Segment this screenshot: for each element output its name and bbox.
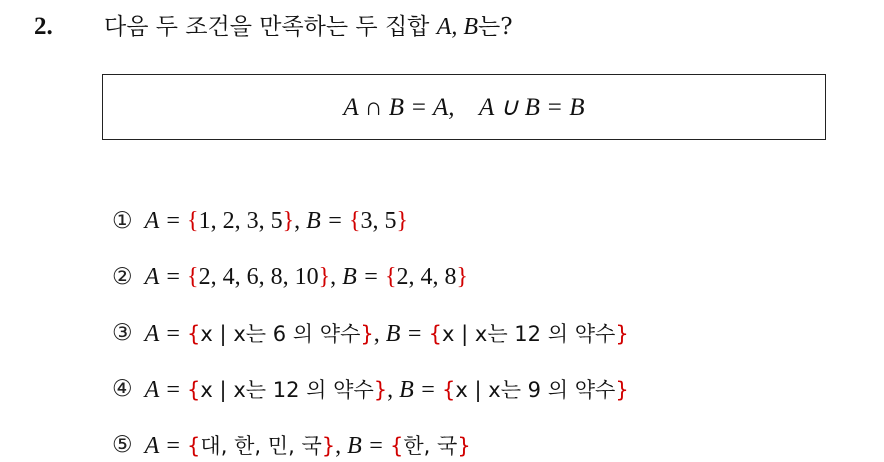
choice-content xyxy=(145,374,629,404)
set-a-label: A = xyxy=(144,321,188,347)
prompt-ending: 는? xyxy=(478,14,513,40)
set-b-label: B = xyxy=(399,377,442,403)
choice-marker: ① xyxy=(112,208,133,234)
choice-content xyxy=(145,318,629,348)
question-prompt xyxy=(104,12,513,42)
choice-marker: ② xyxy=(112,264,133,290)
set-b-elements: {2, 4, 8} xyxy=(384,263,469,290)
choice-marker: ⑤ xyxy=(112,432,133,458)
choice-4[interactable] xyxy=(112,372,629,406)
set-a-elements: {x | x는 6 의 약수} xyxy=(187,322,374,346)
set-b-label: B = xyxy=(342,263,385,290)
choice-1[interactable] xyxy=(112,204,408,238)
set-a-label: A = xyxy=(144,263,188,290)
choice-content xyxy=(145,208,408,235)
separator: , xyxy=(294,207,307,234)
set-a-elements: {x | x는 12 의 약수} xyxy=(187,378,388,402)
choice-content xyxy=(145,430,471,460)
set-a-label: A = xyxy=(144,377,188,403)
choice-content xyxy=(145,264,468,291)
choice-2[interactable] xyxy=(112,260,468,294)
choice-marker: ③ xyxy=(112,320,133,346)
set-a-elements: {2, 4, 6, 8, 10} xyxy=(187,263,331,290)
separator: , xyxy=(335,433,348,459)
set-b-elements: {3, 5} xyxy=(348,207,409,234)
separator: , xyxy=(330,263,343,290)
set-b-elements: {x | x는 9 의 약수} xyxy=(441,378,629,402)
set-b-label: B = xyxy=(385,321,429,347)
set-b-label: B = xyxy=(306,207,349,234)
set-a-label: A = xyxy=(144,433,188,459)
set-b-elements: {한, 국} xyxy=(389,434,471,458)
set-a-elements: {1, 2, 3, 5} xyxy=(187,207,295,234)
separator: , xyxy=(387,377,400,403)
set-a-label: A = xyxy=(144,207,188,234)
separator: , xyxy=(373,321,386,347)
set-b-elements: {x | x는 12 의 약수} xyxy=(428,322,629,346)
choice-3[interactable] xyxy=(112,316,629,350)
condition-box: A ∩ B = A, A ∪ B = B xyxy=(102,74,826,140)
prompt-sets: A, B xyxy=(436,14,479,40)
choice-marker: ④ xyxy=(112,376,133,402)
question-number: 2. xyxy=(34,13,53,40)
choice-5[interactable] xyxy=(112,428,471,462)
set-b-label: B = xyxy=(347,433,390,459)
set-a-elements: {대, 한, 민, 국} xyxy=(187,434,336,458)
prompt-text: 다음 두 조건을 만족하는 두 집합 xyxy=(104,14,437,40)
